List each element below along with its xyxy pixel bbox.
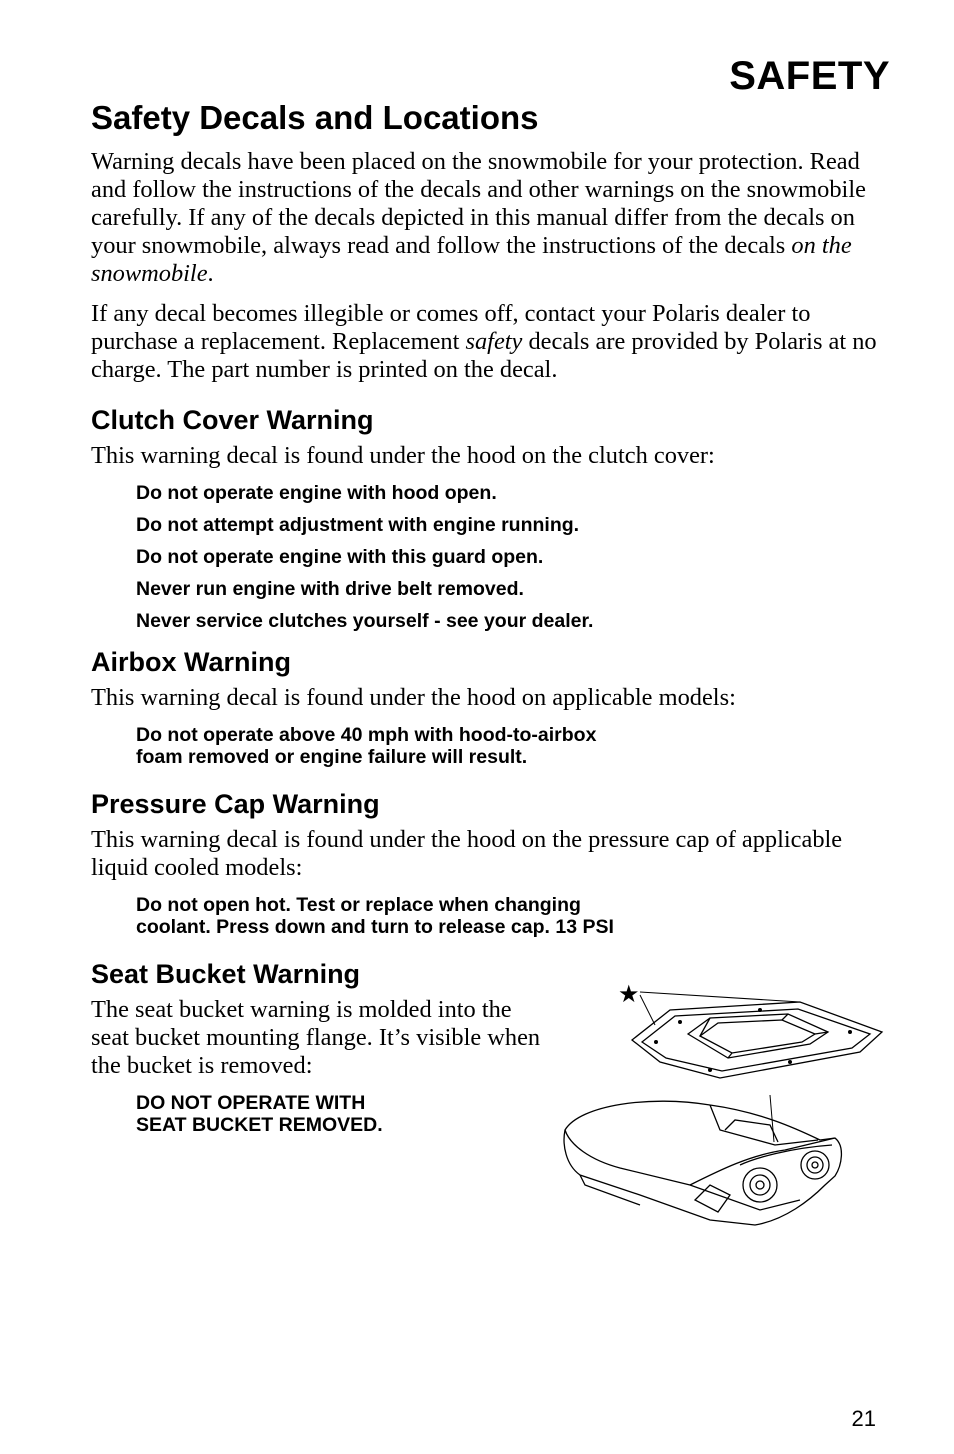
clutch-section: [91, 404, 891, 632]
leader-line-2: [640, 995, 655, 1025]
snowmobile-drawing: [560, 980, 900, 1230]
pressure-decal: [136, 894, 891, 938]
intro-paragraph-1: [91, 148, 891, 288]
intro-p2-end: decals are provided by Polaris at no charge. The part number is printed on the decal.: [91, 328, 877, 383]
snowmobile-body: [564, 1101, 841, 1225]
section-title: Safety Decals and Locations: [91, 99, 539, 136]
chapter-title: SAFETY: [729, 54, 890, 98]
intro-p1-text: Warning decals have been placed on the snowmobile for your protection. Read and follow the instructions of the decals and other warnings on the snowmobile carefully. If any of the decals depicted in this manual differ from the decals on your snowmobile, always read and follow the instructions of the decals: [91, 148, 866, 259]
seat-text: The seat bucket warning is molded into the seat bucket mounting flange. It’s visible when the bucket is removed:: [91, 996, 541, 1079]
intro-paragraph-2: [91, 300, 891, 384]
clutch-decal-line: Never run engine with drive belt removed.: [136, 578, 524, 600]
pressure-heading: Pressure Cap Warning: [91, 789, 380, 819]
star-marker-icon: ★: [618, 980, 640, 1008]
clutch-decal-line: Do not operate engine with hood open.: [136, 482, 497, 504]
clutch-decal-line: Never service clutches yourself - see your dealer.: [136, 610, 594, 632]
pressure-decal-line-2: coolant. Press down and turn to release cap. 13 PSI: [136, 916, 614, 938]
airbox-decal-line-1: Do not operate above 40 mph with hood-to-airbox: [136, 724, 597, 746]
airbox-heading: Airbox Warning: [91, 647, 291, 677]
intro-p2-emphasis: safety: [465, 328, 523, 355]
leader-line-3: [770, 1095, 774, 1142]
clutch-heading: Clutch Cover Warning: [91, 405, 374, 435]
page-number: 21: [851, 1406, 876, 1431]
leader-line-1: [640, 992, 800, 1002]
intro-p2-text: If any decal becomes illegible or comes off, contact your Polaris dealer to purchase a replacement. Replacement: [91, 300, 811, 355]
pressure-text: This warning decal is found under the hood on the pressure cap of applicable liquid cooled models:: [91, 826, 843, 881]
seat-decal-line-2: SEAT BUCKET REMOVED.: [136, 1114, 383, 1136]
clutch-decal-line: Do not operate engine with this guard open.: [136, 546, 544, 568]
seat-bucket-illustration: [560, 980, 900, 1230]
airbox-decal: [136, 724, 891, 768]
pressure-section: [91, 788, 891, 938]
clutch-text: This warning decal is found under the hood on the clutch cover:: [91, 442, 715, 469]
intro-p1-emphasis: on the snowmobile: [91, 232, 852, 287]
seat-heading: Seat Bucket Warning: [91, 959, 361, 989]
airbox-decal-line-2: foam removed or engine failure will result.: [136, 746, 528, 768]
clutch-decal-list: [136, 482, 891, 632]
pressure-decal-line-1: Do not open hot. Test or replace when changing: [136, 894, 581, 916]
seat-decal-line-1: DO NOT OPERATE WITH: [136, 1092, 366, 1114]
clutch-decal-line: Do not attempt adjustment with engine running.: [136, 514, 580, 536]
intro-p1-end: .: [207, 260, 214, 287]
airbox-section: [91, 646, 891, 768]
mounting-flange: [632, 1002, 882, 1078]
airbox-text: This warning decal is found under the hood on applicable models:: [91, 684, 736, 711]
